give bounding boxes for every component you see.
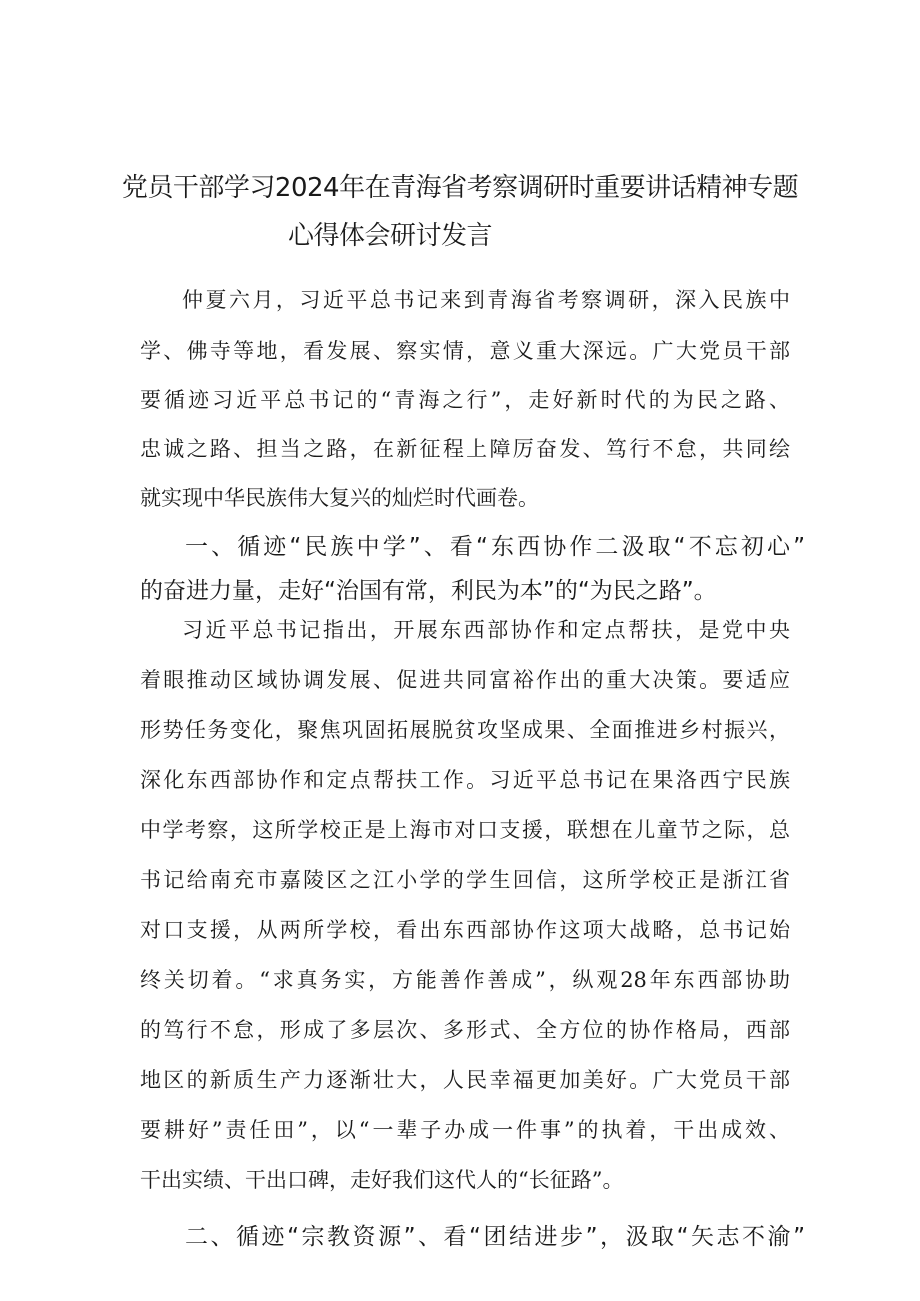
section-heading: 二、循迹“宗教资源”、看“团结进步”，汲取“矢志不渝” [185,1224,805,1250]
document-title-line-1: 党员干部学习2024年在青海省考察调研时重要讲话精神专题 [121,173,799,203]
body-line: 的笃行不怠，形成了多层次、多形式、全方位的协作格局，西部 [140,1018,790,1042]
body-line: 干出实绩、干出口碑，走好我们这代人的“长征路”。 [140,1168,624,1192]
intro-line: 要循迹习近平总书记的“青海之行”，走好新时代的为民之路、 [140,388,790,412]
body-line: 习近平总书记指出，开展东西部协作和定点帮扶，是党中央 [182,618,790,642]
body-line: 要耕好”责任田”，以“一辈子办成一件事”的执着，干出成效、 [140,1118,790,1142]
body-line: 形势任务变化，聚焦巩固拓展脱贫攻坚成果、全面推进乡村振兴， [140,718,790,742]
body-line: 中学考察，这所学校正是上海市对口支援，联想在儿童节之际，总 [140,818,790,842]
section-heading: 一、循迹“民族中学”、看“东西协作二汲取“不忘初心” [185,534,805,560]
intro-line: 就实现中华民族伟大复兴的灿烂时代画卷。 [140,486,539,510]
section-heading: 的奋进力量，走好“治国有常，利民为本”的“为民之路”。 [140,578,717,604]
body-line: 地区的新质生产力逐渐壮大，人民幸福更加美好。广大党员干部 [140,1068,790,1092]
intro-line: 学、佛寺等地，看发展、察实情，意义重大深远。广大党员干部 [140,339,790,363]
intro-line: 仲夏六月，习近平总书记来到青海省考察调研，深入民族中 [182,288,790,312]
body-line: 着眼推动区域协调发展、促进共同富裕作出的重大决策。要适应 [140,668,790,692]
body-line: 深化东西部协作和定点帮扶工作。习近平总书记在果洛西宁民族 [140,768,790,792]
body-line: 对口支援，从两所学校，看出东西部协作这项大战略，总书记始 [140,918,790,942]
intro-line: 忠诚之路、担当之路，在新征程上障厉奋发、笃行不怠，共同绘 [140,437,790,461]
body-line: 书记给南充市嘉陵区之江小学的学生回信，这所学校正是浙江省 [140,868,790,892]
body-line: 终关切着。“求真务实，方能善作善成”，纵观28年东西部协助 [140,968,790,992]
document-title-line-2: 心得体会研讨发言 [288,221,493,251]
